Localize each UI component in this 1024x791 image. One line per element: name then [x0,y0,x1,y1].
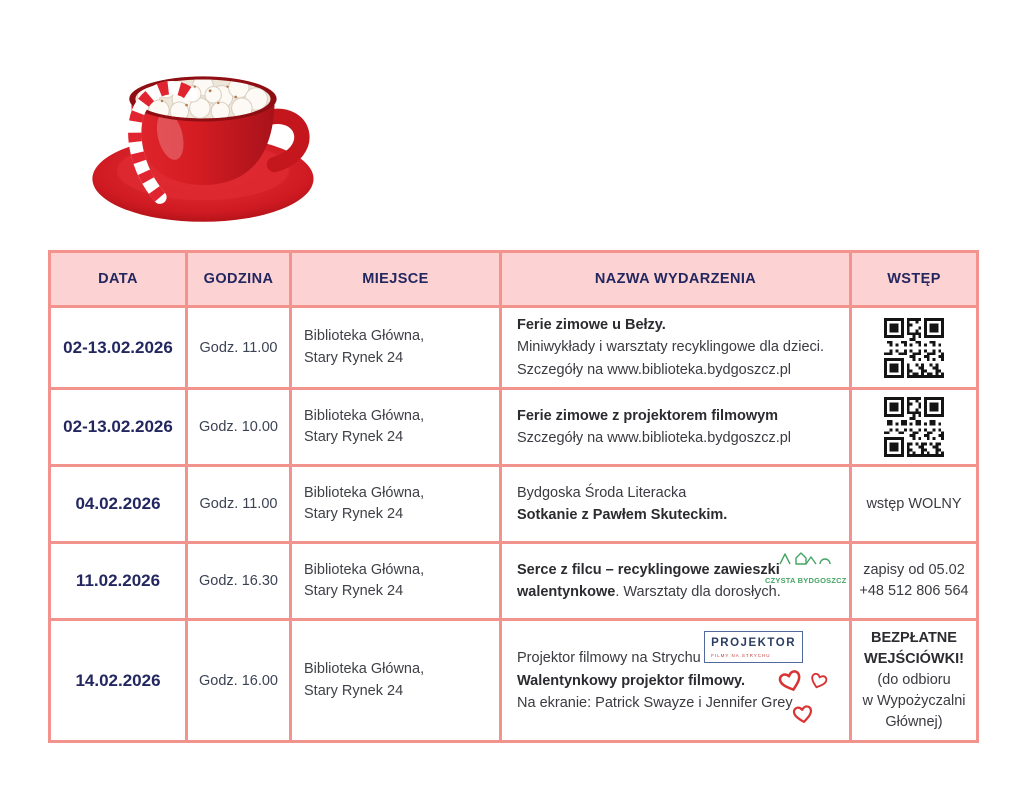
qr-code-icon [884,318,944,378]
place-line: Stary Rynek 24 [304,583,404,600]
event-date: 14.02.2026 [50,620,187,742]
event-entry [851,389,978,466]
event-time: Godz. 11.00 [187,307,291,389]
banner-year: 2026 [328,50,541,134]
event-date: 11.02.2026 [50,543,187,620]
col-header-nazwa-wydarzenia: NAZWA WYDARZENIA [501,252,851,307]
czysta-bydgoszcz-label: CZYSTA BYDGOSZCZ [765,575,847,585]
entry-signup: zapisy od 05.02 [863,562,965,579]
event-link-text: Szczegóły na www.biblioteka.bydgoszcz.pl [517,361,792,378]
place-line: Biblioteka Główna, [304,661,425,678]
place-line: Biblioteka Główna, [304,484,425,501]
qr-code-icon [884,397,944,457]
event-date: 04.02.2026 [50,466,187,543]
place-line: Stary Rynek 24 [304,429,404,446]
projektor-sublabel: FILMY NA STRYCHU [711,653,771,659]
czysta-bydgoszcz-icon [774,549,834,567]
event-date: 02-13.02.2026 [50,307,187,389]
entry-free-tickets: BEZPŁATNE WEJŚCIÓWKI! [864,630,964,668]
event-title: Ferie zimowe u Bełzy. [517,317,666,333]
table-row [50,307,978,389]
table-row [50,466,978,543]
place-line: Stary Rynek 24 [304,349,404,366]
event-date: 02-13.02.2026 [50,389,187,466]
event-series: Bydgoska Środa Literacka [517,484,687,501]
event-name [501,389,851,466]
col-header-wstep: WSTĘP [851,252,978,307]
event-name [501,620,851,742]
entry-note-line: (do odbioru [877,672,951,689]
banner-subtitle: w Bibliotece Głównej, Stary Rynek 24 [386,138,912,167]
hearts-icon [777,663,833,729]
table-row [50,389,978,466]
projektor-logo [704,631,803,663]
event-description: Miniwykłady i warsztaty recyklingowe dla dzieci. [517,339,825,356]
event-entry [851,307,978,389]
place-line: Biblioteka Główna, [304,561,425,578]
banner-month-title: LUTY [698,44,914,130]
events-table [48,250,979,743]
event-title: Walentynkowy projektor filmowy. [517,672,746,689]
table-row [50,543,978,620]
event-place [291,307,501,389]
event-time: Godz. 11.00 [187,466,291,543]
entry-note-line: w Wypożyczalni [862,693,966,710]
table-row [50,620,978,742]
place-line: Biblioteka Główna, [304,327,425,344]
col-header-godzina: GODZINA [187,252,291,307]
event-name [501,543,851,620]
event-description: Na ekranie: Patrick Swayze i Jennifer Grey [517,695,793,712]
event-title: Serce z filcu – recyklingowe zawieszki walentynkowe [517,561,780,601]
czysta-bydgoszcz-logo [765,549,847,586]
event-title: Sotkanie z Pawłem Skuteckim. [517,507,728,524]
projektor-label: PROJEKTOR [711,637,796,650]
event-place [291,543,501,620]
event-place [291,620,501,742]
event-time: Godz. 10.00 [187,389,291,466]
entry-text: wstęp WOLNY [866,495,962,512]
event-name [501,307,851,389]
event-name [501,466,851,543]
event-link-text: Szczegóły na www.biblioteka.bydgoszcz.pl [517,430,792,447]
event-place [291,466,501,543]
event-entry [851,466,978,543]
table-header-row [50,252,978,307]
place-line: Stary Rynek 24 [304,506,404,523]
col-header-data: DATA [50,252,187,307]
place-line: Stary Rynek 24 [304,682,404,699]
entry-note-line: Głównej) [885,714,943,731]
hot-chocolate-cup-image [70,15,340,230]
event-place [291,389,501,466]
event-series: Projektor filmowy na Strychu [517,650,701,667]
event-title: Ferie zimowe z projektorem filmowym [517,407,779,424]
entry-phone: +48 512 806 564 [859,583,969,600]
place-line: Biblioteka Główna, [304,407,425,424]
event-description: . Warsztaty dla dorosłych. [615,584,781,601]
event-time: Godz. 16.30 [187,543,291,620]
event-time: Godz. 16.00 [187,620,291,742]
event-entry [851,543,978,620]
event-entry [851,620,978,742]
col-header-miejsce: MIEJSCE [291,252,501,307]
